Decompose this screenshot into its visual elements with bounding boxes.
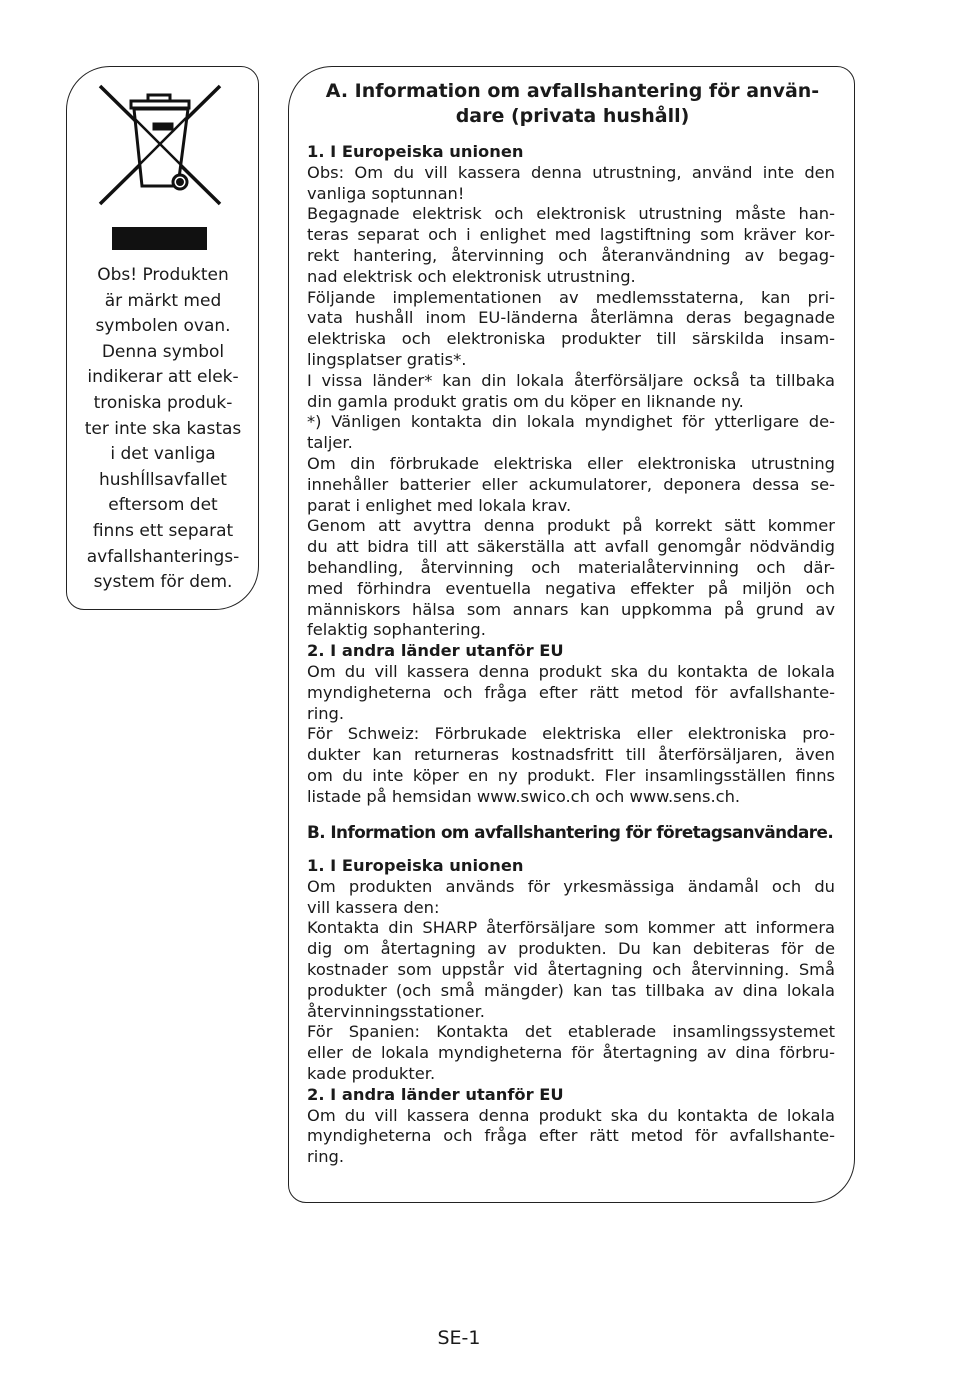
body-line: Genom att avyttra denna produkt på korrekt sätt kommer xyxy=(307,516,835,536)
body-line: myndigheterna och fråga efter rätt metod för avfallshante- xyxy=(307,1126,835,1146)
crossed-out-wheelie-bin-icon xyxy=(96,82,224,208)
body-line: felaktig sophantering. xyxy=(307,620,486,640)
body-line: rekt hantering, återvinning och återanvändning av begag- xyxy=(307,245,835,265)
body-line: Om du vill kassera denna produkt ska du kontakta de lokala xyxy=(307,1105,835,1125)
notice-line: finns ett separat xyxy=(92,520,234,541)
body-line: *) Vänligen kontakta din lokala myndighet för ytterligare de- xyxy=(307,412,835,432)
body-line: vanliga soptunnan! xyxy=(307,183,465,203)
section-a-body xyxy=(307,142,835,808)
body-line: om du inte köper en ny produkt. Fler insamlingsställen finns xyxy=(307,765,835,785)
notice-line: är märkt med xyxy=(104,290,222,311)
body-line: dig om återtagning av produkten. Du kan debiteras för de xyxy=(307,939,835,959)
body-line: parat i enlighet med lokala krav. xyxy=(307,495,572,515)
weee-notice-text xyxy=(80,263,246,596)
body-line: nad elektrisk och elektronisk utrustning. xyxy=(307,266,636,286)
notice-line: hushÍllsavfallet xyxy=(99,469,227,490)
body-line: teras separat och i enlighet med lagstiftning som kräver kor- xyxy=(307,225,835,245)
notice-line: i det vanliga xyxy=(110,444,216,465)
section-a-title xyxy=(320,79,825,129)
body-line: Kontakta din SHARP återförsäljare som kommer att informera xyxy=(307,918,835,938)
body-line: din gamla produkt gratis om du köper en liknande ny. xyxy=(307,391,744,411)
body-line: ring. xyxy=(307,703,345,723)
section-b-title: B. Information om avfallshantering för företagsanvändare. xyxy=(307,822,834,842)
body-line: produkter (och små mängder) kan tas tillbaka av dina lokala xyxy=(307,980,835,1000)
page-number: SE-1 xyxy=(437,1327,481,1349)
body-line: I vissa länder* kan din lokala återförsäljare också ta tillbaka xyxy=(307,370,835,390)
body-line: med förhindra eventuella negativa effekter på miljön och xyxy=(307,578,835,598)
body-line: Obs: Om du vill kassera denna utrustning, använd inte den xyxy=(307,162,835,182)
body-line: För Schweiz: Förbrukade elektriska eller elektroniska pro- xyxy=(307,724,835,744)
notice-line: ter inte ska kastas xyxy=(84,418,242,439)
section-a-title-line: dare (privata hushåll) xyxy=(455,105,690,127)
body-line: eller de lokala myndigheterna för återtagning av dina förbru- xyxy=(307,1043,835,1063)
body-line: taljer. xyxy=(307,433,353,453)
body-line: innehåller batterier eller ackumulatorer, deponera dessa se- xyxy=(307,474,835,494)
body-line: För Spanien: Kontakta det etablerade insamlingssystemet xyxy=(307,1022,835,1042)
body-line: behandling, återvinning och materialåtervinning och där- xyxy=(307,557,835,577)
body-line: Om du vill kassera denna produkt ska du kontakta de lokala xyxy=(307,661,835,681)
body-line: ring. xyxy=(307,1147,345,1167)
notice-line: symbolen ovan. xyxy=(95,316,231,337)
subheading-outside-eu: 2. I andra länder utanför EU xyxy=(307,641,564,661)
notice-line: avfallshanterings- xyxy=(86,546,240,567)
body-line: lingsplatser gratis*. xyxy=(307,349,467,369)
section-b-body xyxy=(307,856,835,1168)
notice-line: troniska produk- xyxy=(93,392,233,413)
notice-line: indikerar att elek- xyxy=(87,367,239,388)
subheading-eu: 1. I Europeiska unionen xyxy=(307,142,524,161)
subheading-eu: 1. I Europeiska unionen xyxy=(307,856,524,875)
notice-line: Denna symbol xyxy=(101,341,225,362)
subheading-outside-eu: 2. I andra länder utanför EU xyxy=(307,1084,564,1104)
body-line: Om din förbrukade elektriska eller elektroniska utrustning xyxy=(307,453,835,473)
notice-line: system för dem. xyxy=(93,572,233,593)
body-line: kostnader som uppstår vid återtagning och återvinning. Små xyxy=(307,959,835,979)
body-line: Följande implementationen av medlemsstaterna, kan pri- xyxy=(307,287,835,307)
section-a-title-line: A. Information om avfallshantering för använ- xyxy=(325,80,820,102)
body-line: vata hushåll inom EU-länderna återlämna deras begagnade xyxy=(307,308,835,328)
body-line: dukter kan returneras kostnadsfritt till återförsäljaren, även xyxy=(307,745,835,765)
body-line: Om produkten används för yrkesmässiga ändamål och du xyxy=(307,876,835,896)
body-line: Begagnade elektrisk och elektronisk utrustning måste han- xyxy=(307,204,835,224)
notice-line: Obs! Produkten xyxy=(97,265,229,285)
body-line: myndigheterna och fråga efter rätt metod för avfallshante- xyxy=(307,682,835,702)
body-line: vill kassera den: xyxy=(307,897,440,917)
body-line: människors hälsa som annars kan uppkomma på grund av xyxy=(307,599,835,619)
body-line: du att bidra till att säkerställa att avfall genomgår nödvändig xyxy=(307,537,835,557)
body-line: elektriska och elektroniska produkter till särskilda insam- xyxy=(307,329,835,349)
body-line: kade produkter. xyxy=(307,1063,436,1083)
body-line: återvinningsstationer. xyxy=(307,1001,485,1021)
body-line: listade på hemsidan www.swico.ch och www.sens.ch. xyxy=(307,786,741,806)
notice-line: eftersom det xyxy=(108,495,218,516)
solid-black-bar xyxy=(112,227,207,250)
